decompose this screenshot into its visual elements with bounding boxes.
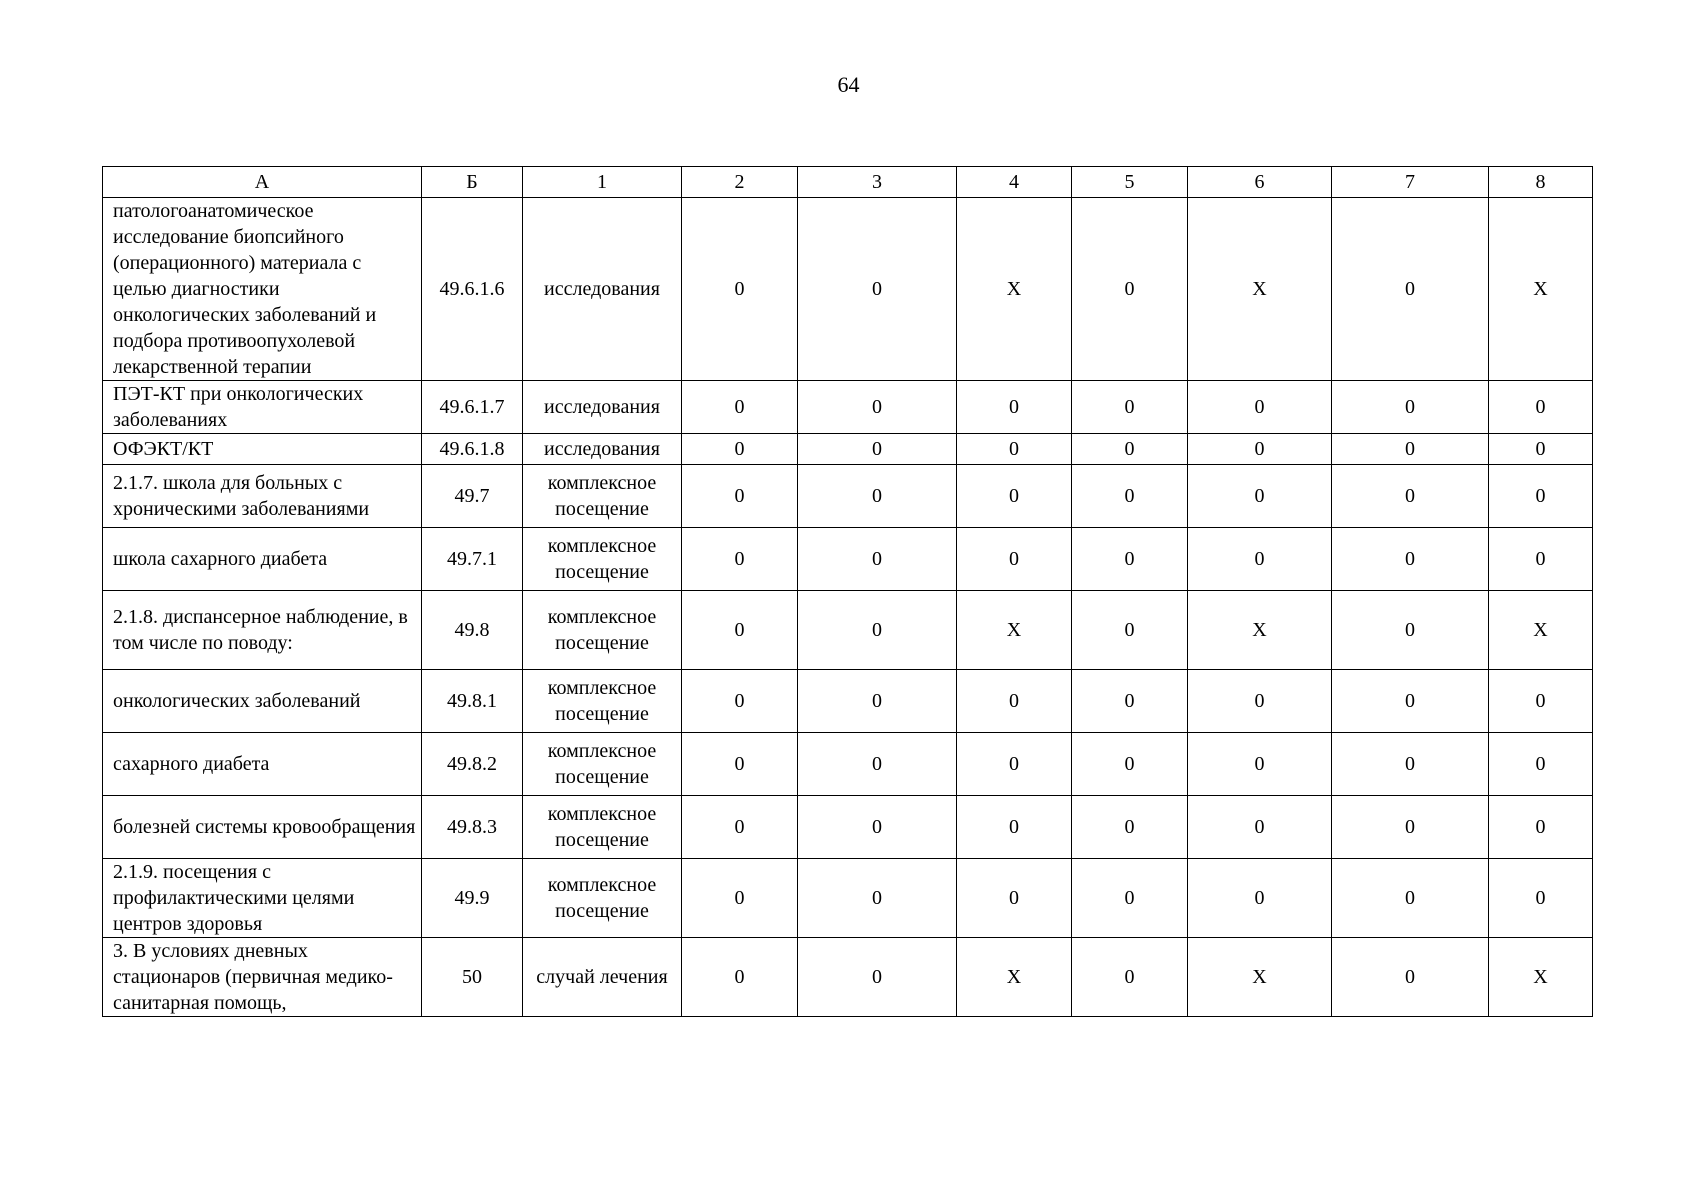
row-value-cell-3: 0	[798, 733, 957, 796]
row-value-cell-5: 0	[1072, 465, 1188, 528]
row-value-cell-8: 0	[1489, 465, 1593, 528]
row-name-cell: 3. В условиях дневных стационаров (первичная медико-санитарная помощь,	[103, 938, 422, 1017]
row-value-cell-7: 0	[1332, 796, 1489, 859]
row-value-cell-6: X	[1188, 591, 1332, 670]
row-value-cell-5: 0	[1072, 859, 1188, 938]
row-value-cell-8: 0	[1489, 796, 1593, 859]
header-cell-3: 3	[798, 167, 957, 198]
row-code-cell: 49.6.1.6	[422, 198, 523, 381]
row-value-cell-7: 0	[1332, 670, 1489, 733]
row-value-cell-3: 0	[798, 796, 957, 859]
row-value-cell-4: X	[957, 938, 1072, 1017]
table-row	[103, 938, 1593, 1017]
row-value-cell-5: 0	[1072, 733, 1188, 796]
row-value-cell-5: 0	[1072, 528, 1188, 591]
row-code-cell: 49.7	[422, 465, 523, 528]
table-row	[103, 381, 1593, 434]
row-unit-cell: случай лечения	[523, 938, 682, 1017]
row-value-cell-6: 0	[1188, 528, 1332, 591]
row-value-cell-4: 0	[957, 465, 1072, 528]
row-value-cell-4: 0	[957, 859, 1072, 938]
header-cell-a: А	[103, 167, 422, 198]
row-value-cell-3: 0	[798, 591, 957, 670]
row-value-cell-6: 0	[1188, 670, 1332, 733]
row-value-cell-3: 0	[798, 938, 957, 1017]
row-value-cell-6: 0	[1188, 796, 1332, 859]
row-value-cell-8: 0	[1489, 528, 1593, 591]
row-value-cell-2: 0	[682, 670, 798, 733]
row-value-cell-6: 0	[1188, 859, 1332, 938]
row-name-cell: 2.1.7. школа для больных с хроническими заболеваниями	[103, 465, 422, 528]
row-value-cell-7: 0	[1332, 591, 1489, 670]
row-value-cell-6: 0	[1188, 381, 1332, 434]
header-cell-7: 7	[1332, 167, 1489, 198]
row-value-cell-4: 0	[957, 670, 1072, 733]
header-row	[103, 167, 1593, 198]
table-header	[103, 167, 1593, 198]
row-value-cell-2: 0	[682, 591, 798, 670]
row-code-cell: 49.6.1.7	[422, 381, 523, 434]
row-value-cell-2: 0	[682, 465, 798, 528]
row-value-cell-7: 0	[1332, 528, 1489, 591]
row-value-cell-4: 0	[957, 381, 1072, 434]
row-value-cell-5: 0	[1072, 938, 1188, 1017]
row-name-cell: 2.1.9. посещения с профилактическими целями центров здоровья	[103, 859, 422, 938]
row-value-cell-8: X	[1489, 198, 1593, 381]
row-value-cell-3: 0	[798, 859, 957, 938]
row-name-cell: 2.1.8. диспансерное наблюдение, в том числе по поводу:	[103, 591, 422, 670]
row-name-cell: болезней системы кровообращения	[103, 796, 422, 859]
row-unit-cell: комплексное посещение	[523, 733, 682, 796]
row-value-cell-4: 0	[957, 796, 1072, 859]
row-value-cell-8: X	[1489, 938, 1593, 1017]
header-cell-6: 6	[1188, 167, 1332, 198]
row-unit-cell: комплексное посещение	[523, 670, 682, 733]
row-name-cell: ПЭТ-КТ при онкологических заболеваниях	[103, 381, 422, 434]
row-name-cell: патологоанатомическое исследование биопсийного (операционного) материала с целью диагностики онкологических заболеваний и подбора противоопухолевой лекарственной терапии	[103, 198, 422, 381]
row-unit-cell: исследования	[523, 381, 682, 434]
row-value-cell-2: 0	[682, 198, 798, 381]
row-value-cell-4: X	[957, 591, 1072, 670]
row-code-cell: 49.8	[422, 591, 523, 670]
row-value-cell-8: X	[1489, 591, 1593, 670]
row-value-cell-7: 0	[1332, 198, 1489, 381]
row-value-cell-3: 0	[798, 465, 957, 528]
table-row	[103, 591, 1593, 670]
row-value-cell-7: 0	[1332, 434, 1489, 465]
table-row	[103, 465, 1593, 528]
row-value-cell-6: 0	[1188, 733, 1332, 796]
row-name-cell: школа сахарного диабета	[103, 528, 422, 591]
row-value-cell-3: 0	[798, 528, 957, 591]
row-unit-cell: комплексное посещение	[523, 465, 682, 528]
row-unit-cell: комплексное посещение	[523, 796, 682, 859]
row-value-cell-6: 0	[1188, 465, 1332, 528]
table-row	[103, 670, 1593, 733]
row-value-cell-7: 0	[1332, 859, 1489, 938]
row-value-cell-2: 0	[682, 528, 798, 591]
row-value-cell-2: 0	[682, 381, 798, 434]
row-code-cell: 49.9	[422, 859, 523, 938]
row-value-cell-4: 0	[957, 434, 1072, 465]
header-cell-1: 1	[523, 167, 682, 198]
row-value-cell-3: 0	[798, 670, 957, 733]
row-value-cell-2: 0	[682, 938, 798, 1017]
table-row	[103, 733, 1593, 796]
row-value-cell-2: 0	[682, 796, 798, 859]
row-unit-cell: комплексное посещение	[523, 859, 682, 938]
row-name-cell: онкологических заболеваний	[103, 670, 422, 733]
table-row	[103, 528, 1593, 591]
row-code-cell: 49.8.2	[422, 733, 523, 796]
table-row	[103, 198, 1593, 381]
row-value-cell-6: 0	[1188, 434, 1332, 465]
row-value-cell-2: 0	[682, 733, 798, 796]
row-value-cell-7: 0	[1332, 465, 1489, 528]
page-number: 64	[837, 72, 860, 97]
row-code-cell: 49.8.1	[422, 670, 523, 733]
row-value-cell-5: 0	[1072, 591, 1188, 670]
header-cell-8: 8	[1489, 167, 1593, 198]
row-unit-cell: комплексное посещение	[523, 528, 682, 591]
row-value-cell-6: X	[1188, 938, 1332, 1017]
row-value-cell-6: X	[1188, 198, 1332, 381]
row-value-cell-8: 0	[1489, 381, 1593, 434]
table-row	[103, 859, 1593, 938]
row-unit-cell: исследования	[523, 198, 682, 381]
row-value-cell-2: 0	[682, 434, 798, 465]
row-value-cell-4: X	[957, 198, 1072, 381]
table-body	[103, 198, 1593, 1017]
row-value-cell-5: 0	[1072, 796, 1188, 859]
row-name-cell: сахарного диабета	[103, 733, 422, 796]
row-value-cell-5: 0	[1072, 198, 1188, 381]
row-value-cell-3: 0	[798, 381, 957, 434]
header-cell-5: 5	[1072, 167, 1188, 198]
row-code-cell: 49.8.3	[422, 796, 523, 859]
row-name-cell: ОФЭКТ/КТ	[103, 434, 422, 465]
row-value-cell-4: 0	[957, 528, 1072, 591]
row-value-cell-2: 0	[682, 859, 798, 938]
row-unit-cell: комплексное посещение	[523, 591, 682, 670]
row-value-cell-8: 0	[1489, 859, 1593, 938]
header-cell-4: 4	[957, 167, 1072, 198]
row-unit-cell: исследования	[523, 434, 682, 465]
row-code-cell: 49.7.1	[422, 528, 523, 591]
header-cell-2: 2	[682, 167, 798, 198]
table-row	[103, 796, 1593, 859]
row-value-cell-5: 0	[1072, 434, 1188, 465]
row-value-cell-3: 0	[798, 198, 957, 381]
row-code-cell: 49.6.1.8	[422, 434, 523, 465]
row-value-cell-8: 0	[1489, 434, 1593, 465]
row-value-cell-5: 0	[1072, 670, 1188, 733]
row-value-cell-4: 0	[957, 733, 1072, 796]
row-value-cell-5: 0	[1072, 381, 1188, 434]
row-value-cell-7: 0	[1332, 733, 1489, 796]
row-code-cell: 50	[422, 938, 523, 1017]
header-cell-b: Б	[422, 167, 523, 198]
row-value-cell-7: 0	[1332, 381, 1489, 434]
table-row	[103, 434, 1593, 465]
row-value-cell-8: 0	[1489, 670, 1593, 733]
data-table	[102, 166, 1593, 1017]
row-value-cell-7: 0	[1332, 938, 1489, 1017]
row-value-cell-8: 0	[1489, 733, 1593, 796]
row-value-cell-3: 0	[798, 434, 957, 465]
